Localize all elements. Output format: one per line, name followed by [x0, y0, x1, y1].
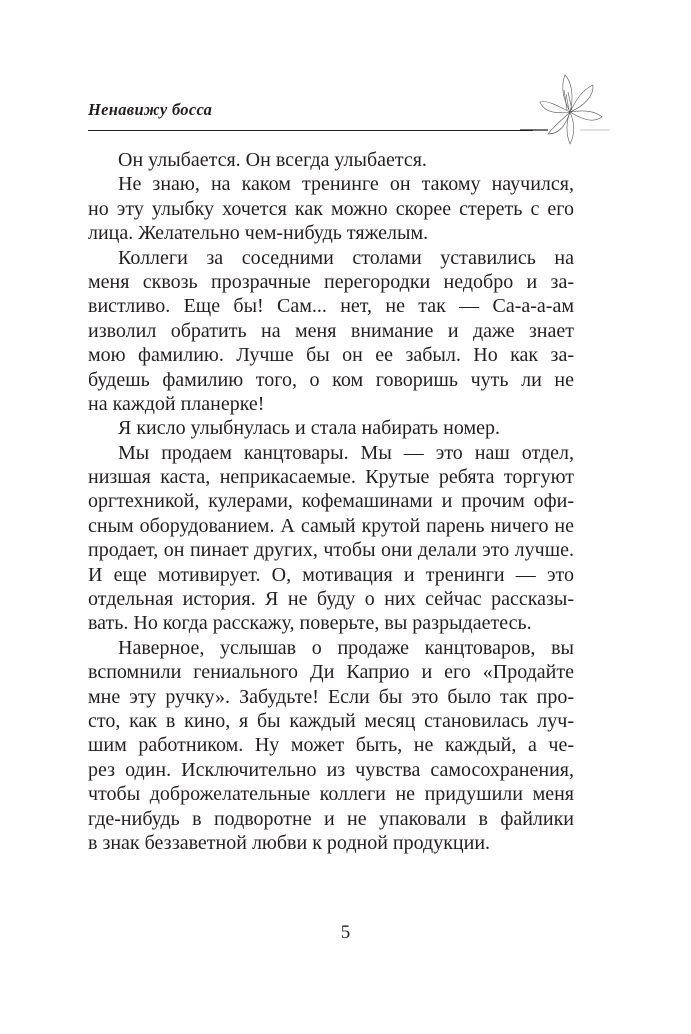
text-line: Мы продаем канцтовары. Мы — это наш отдел,	[118, 441, 574, 464]
text-line: сным оборудованием. А самый крутой парень ничего не	[88, 514, 574, 537]
text-line: изволил обратить на меня внимание и даже знает	[88, 319, 574, 342]
text-line: будешь фамилию того, о ком говоришь чуть ли не	[88, 368, 574, 391]
text-line: Не знаю, на каком тренинге он такому научился,	[118, 173, 574, 196]
paragraph-5	[88, 441, 574, 636]
text-line: рез один. Исключительно из чувства самосохранения,	[88, 758, 574, 781]
text-line: на каждой планерке!	[88, 392, 265, 415]
text-line: Я кисло улыбнулась и стала набирать номер.	[118, 417, 501, 440]
text-line: мою фамилию. Лучше бы он ее забыл. Но как за-	[88, 344, 574, 367]
text-line: шим работником. Ну может быть, не каждый, а че-	[88, 734, 574, 757]
text-line: сто, как в кино, я бы каждый месяц становилась луч-	[88, 709, 574, 732]
text-line: низшая каста, неприкасаемые. Крутые ребята торгуют	[88, 466, 574, 489]
page-number: 5	[340, 922, 351, 943]
text-line: вать. Но когда расскажу, поверьте, вы разрыдаетесь.	[88, 612, 532, 635]
text-line: чтобы доброжелательные коллеги не придушили меня	[88, 783, 574, 806]
text-line: Коллеги за соседними столами уставились на	[118, 246, 574, 269]
header-rule	[88, 130, 533, 131]
body-text	[88, 148, 574, 855]
text-line: в знак беззаветной любви к родной продукции.	[88, 831, 491, 854]
running-head: Ненавижу босса	[88, 100, 213, 119]
text-line: но эту улыбку хочется как можно скорее стереть с его	[88, 197, 574, 220]
paragraph-2	[88, 172, 574, 245]
text-line: меня сквозь прозрачные перегородки недобро и за-	[88, 270, 574, 293]
paragraph-3	[88, 246, 574, 417]
text-line: Он улыбается. Он всегда улыбается.	[118, 149, 427, 171]
paragraph-1	[88, 148, 574, 172]
text-line: И еще мотивирует. О, мотивация и тренинги — это	[88, 563, 574, 586]
text-line: Наверное, услышав о продаже канцтоваров, вы	[118, 636, 574, 659]
paragraph-6	[88, 636, 574, 856]
text-line: отдельная история. Я не буду о них сейчас рассказы-	[88, 588, 574, 611]
lily-flower-icon	[520, 70, 620, 150]
paragraph-4	[88, 416, 574, 440]
text-line: вспомнили гениального Ди Каприо и его «Продайте	[88, 661, 574, 684]
text-line: оргтехникой, кулерами, кофемашинами и прочим офи-	[88, 490, 574, 513]
text-line: где-нибудь в подворотне и не упаковали в файлики	[88, 807, 574, 830]
text-line: мне эту ручку». Забудьте! Если бы это было так про-	[88, 685, 574, 708]
text-line: продает, он пинает других, чтобы они делали это лучше.	[88, 539, 574, 562]
text-line: лица. Желательно чем-нибудь тяжелым.	[88, 222, 429, 245]
text-line: вистливо. Еще бы! Сам... нет, не так — Са-а-а-ам	[88, 295, 574, 318]
